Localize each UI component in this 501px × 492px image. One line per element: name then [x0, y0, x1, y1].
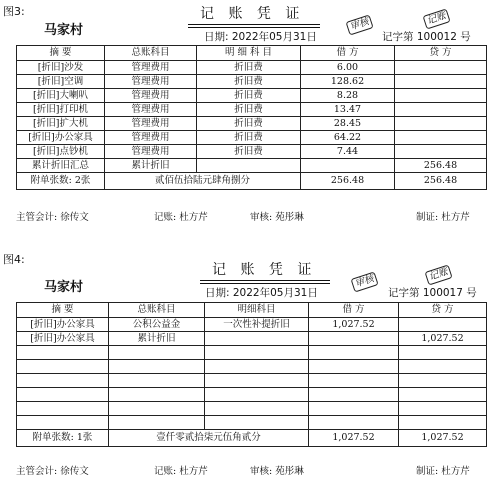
row-account: 管理费用 [105, 89, 197, 103]
header-summary: 摘 要 [17, 303, 109, 318]
row-account: 管理费用 [105, 145, 197, 159]
row-detail: 折旧费 [197, 61, 301, 75]
supervisor-sign-4: 主管会计: 徐传文 [16, 466, 89, 477]
table-row [17, 61, 487, 75]
table-row [17, 388, 487, 402]
row-credit: 256.48 [395, 159, 487, 173]
table-row [17, 103, 487, 117]
table-row [17, 89, 487, 103]
row-detail: 折旧费 [197, 131, 301, 145]
row-summary [17, 388, 109, 402]
row-credit [395, 89, 487, 103]
total-row [17, 430, 487, 447]
header-account: 总账科目 [109, 303, 205, 318]
table-row [17, 360, 487, 374]
row-credit: 1,027.52 [399, 332, 487, 346]
bookkeeper-sign-4: 记账: 杜方芹 [154, 466, 208, 477]
row-summary [17, 416, 109, 430]
row-debit [309, 346, 399, 360]
row-debit [309, 360, 399, 374]
row-account [109, 388, 205, 402]
row-detail [205, 388, 309, 402]
row-account [109, 360, 205, 374]
row-debit: 8.28 [301, 89, 395, 103]
header-debit: 借 方 [301, 46, 395, 61]
row-summary: [折旧]点钞机 [17, 145, 105, 159]
total-credit: 1,027.52 [399, 430, 487, 447]
table-row [17, 318, 487, 332]
header-detail: 明 细 科 目 [197, 46, 301, 61]
figure-label-3: 图3: [3, 5, 25, 18]
table-header-row [17, 46, 487, 61]
header-credit: 贷 方 [395, 46, 487, 61]
preparer-sign-3: 制证: 杜方芹 [416, 212, 470, 223]
table-row [17, 145, 487, 159]
table-row [17, 332, 487, 346]
attachments-count: 附单张数: 1张 [17, 430, 109, 447]
row-credit [395, 75, 487, 89]
row-summary: 累计折旧汇总 [17, 159, 105, 173]
row-summary: [折旧]打印机 [17, 103, 105, 117]
row-debit: 64.22 [301, 131, 395, 145]
row-debit: 13.47 [301, 103, 395, 117]
row-detail [205, 374, 309, 388]
row-detail: 折旧费 [197, 145, 301, 159]
row-credit [399, 388, 487, 402]
header-debit: 借 方 [309, 303, 399, 318]
auditor-sign-3: 审核: 苑彤琳 [250, 212, 304, 223]
voucher-number-4: 记字第 100017 号 [388, 287, 477, 299]
row-detail [197, 159, 301, 173]
row-debit: 1,027.52 [309, 318, 399, 332]
row-summary [17, 374, 109, 388]
village-name-3: 马家村 [44, 23, 84, 38]
voucher-title-4: 记 账 凭 证 [212, 262, 317, 278]
row-credit [395, 117, 487, 131]
row-credit [395, 103, 487, 117]
row-debit [309, 388, 399, 402]
row-credit [395, 131, 487, 145]
row-account [109, 346, 205, 360]
row-detail [205, 360, 309, 374]
row-credit [399, 402, 487, 416]
header-credit: 贷 方 [399, 303, 487, 318]
row-summary: [折旧]沙发 [17, 61, 105, 75]
row-account: 管理费用 [105, 131, 197, 145]
row-detail [205, 332, 309, 346]
row-account [109, 402, 205, 416]
row-account [109, 416, 205, 430]
table-row [17, 117, 487, 131]
preparer-sign-4: 制证: 杜方芹 [416, 466, 470, 477]
table-header-row [17, 303, 487, 318]
row-credit [395, 61, 487, 75]
row-debit [309, 374, 399, 388]
row-account: 管理费用 [105, 61, 197, 75]
table-row [17, 159, 487, 173]
table-row [17, 374, 487, 388]
table-row [17, 416, 487, 430]
amount-in-words: 贰佰伍拾陆元肆角捌分 [105, 173, 301, 190]
row-credit [399, 416, 487, 430]
voucher-table-4 [16, 302, 487, 447]
voucher-date-4: 日期: 2022年05月31日 [205, 287, 318, 299]
row-detail: 一次性补提折旧 [205, 318, 309, 332]
bookkeeper-sign-3: 记账: 杜方芹 [154, 212, 208, 223]
row-debit [309, 332, 399, 346]
row-account: 管理费用 [105, 103, 197, 117]
row-detail [205, 402, 309, 416]
table-row [17, 131, 487, 145]
title-underline-4 [200, 280, 330, 281]
row-credit [399, 318, 487, 332]
posted-stamp-4: 记账 [425, 264, 453, 285]
row-summary: [折旧]办公家具 [17, 131, 105, 145]
row-credit [395, 145, 487, 159]
amount-in-words: 壹仟零贰拾柒元伍角贰分 [109, 430, 309, 447]
row-summary: [折旧]大喇叭 [17, 89, 105, 103]
row-summary: [折旧]办公家具 [17, 332, 109, 346]
attachments-count: 附单张数: 2张 [17, 173, 105, 190]
row-account: 累计折旧 [105, 159, 197, 173]
supervisor-sign-3: 主管会计: 徐传文 [16, 212, 89, 223]
voucher-number-3: 记字第 100012 号 [382, 31, 471, 43]
total-credit: 256.48 [395, 173, 487, 190]
header-detail: 明细科目 [205, 303, 309, 318]
total-row [17, 173, 487, 190]
row-credit [399, 374, 487, 388]
row-summary [17, 360, 109, 374]
row-credit [399, 360, 487, 374]
row-account: 公积公益金 [109, 318, 205, 332]
row-detail: 折旧费 [197, 103, 301, 117]
row-summary [17, 346, 109, 360]
audit-stamp-3: 审核 [346, 14, 374, 35]
row-debit [301, 159, 395, 173]
row-account: 管理费用 [105, 117, 197, 131]
posted-stamp-3: 记账 [423, 8, 451, 29]
village-name-4: 马家村 [44, 280, 84, 295]
auditor-sign-4: 审核: 苑彤琳 [250, 466, 304, 477]
title-underline-3b [188, 27, 320, 28]
row-detail: 折旧费 [197, 117, 301, 131]
header-account: 总账科目 [105, 46, 197, 61]
row-account [109, 374, 205, 388]
title-underline-4b [200, 283, 330, 284]
row-debit [309, 416, 399, 430]
figure-label-4: 图4: [3, 253, 25, 266]
header-summary: 摘 要 [17, 46, 105, 61]
row-detail: 折旧费 [197, 75, 301, 89]
total-debit: 256.48 [301, 173, 395, 190]
row-summary: [折旧]空调 [17, 75, 105, 89]
row-account: 管理费用 [105, 75, 197, 89]
voucher-table-3 [16, 45, 487, 190]
row-debit: 128.62 [301, 75, 395, 89]
row-summary [17, 402, 109, 416]
row-summary: [折旧]扩大机 [17, 117, 105, 131]
voucher-title-3: 记 账 凭 证 [200, 6, 305, 22]
row-debit: 28.45 [301, 117, 395, 131]
row-summary: [折旧]办公家具 [17, 318, 109, 332]
row-detail [205, 346, 309, 360]
table-row [17, 402, 487, 416]
title-underline-3 [188, 24, 320, 25]
row-detail: 折旧费 [197, 89, 301, 103]
audit-stamp-4: 审核 [351, 271, 379, 292]
row-detail [205, 416, 309, 430]
row-credit [399, 346, 487, 360]
voucher-date-3: 日期: 2022年05月31日 [204, 31, 317, 43]
table-row [17, 346, 487, 360]
table-row [17, 75, 487, 89]
row-debit: 6.00 [301, 61, 395, 75]
row-account: 累计折旧 [109, 332, 205, 346]
row-debit: 7.44 [301, 145, 395, 159]
row-debit [309, 402, 399, 416]
total-debit: 1,027.52 [309, 430, 399, 447]
